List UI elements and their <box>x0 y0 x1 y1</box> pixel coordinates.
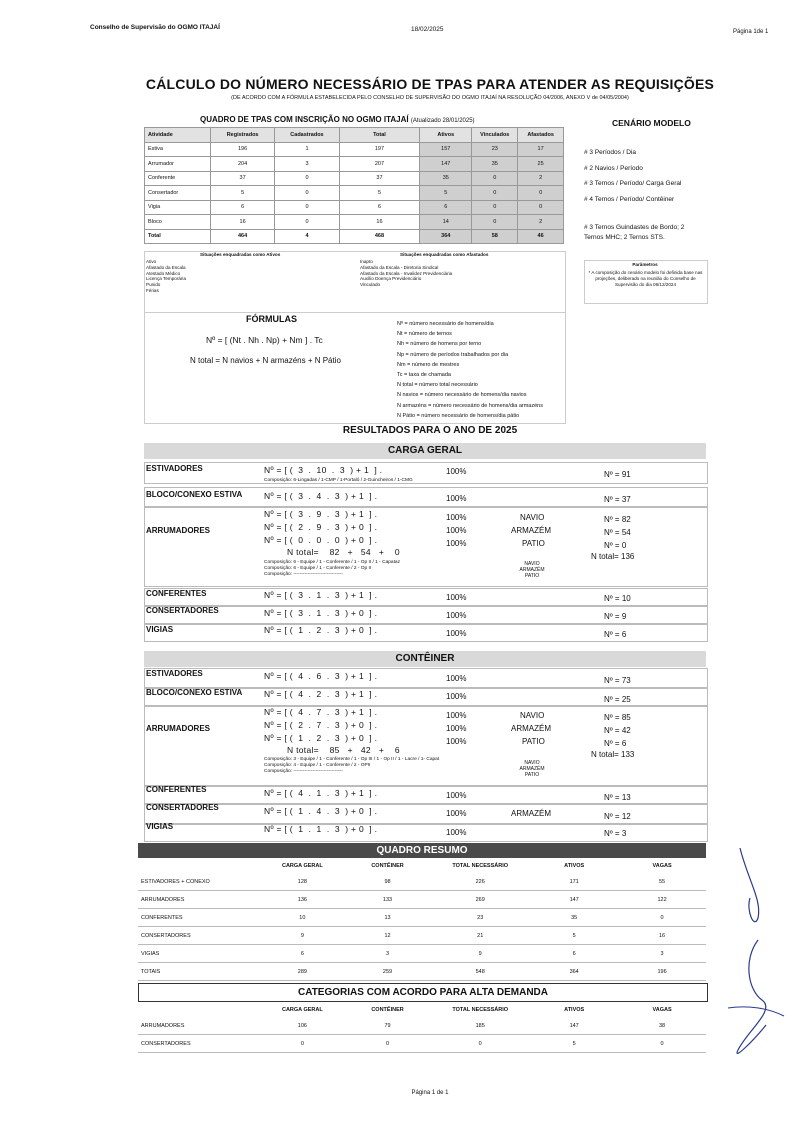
quadro-cell: 0 <box>472 171 518 186</box>
table-row <box>138 873 706 891</box>
quadro-cell: 35 <box>420 171 472 186</box>
table-cell: 147 <box>530 1017 618 1035</box>
table-cell: 128 <box>260 873 345 891</box>
quadro-cell: 0 <box>275 171 339 186</box>
quadro-cell: 6 <box>210 200 274 215</box>
table-cell: 98 <box>345 873 430 891</box>
list-item: Inapto <box>360 259 373 264</box>
table-row <box>138 1017 706 1035</box>
quadro-cell: 0 <box>275 200 339 215</box>
table-cell: VIGIAS <box>138 945 260 963</box>
list-item: Atestado Médico <box>146 270 181 276</box>
table-cell: 5 <box>530 1035 618 1053</box>
ct-arrumadores-result-1: Nº = 85 <box>604 713 631 722</box>
quadro-row <box>145 186 564 201</box>
table-row <box>138 1035 706 1053</box>
table-cell: 171 <box>530 873 618 891</box>
cg-consertadores-formula: Nº = [ ( 3 . 1 . 3 ) + 0 ] . <box>264 608 378 618</box>
ct-consertadores-formula: Nº = [ ( 1 . 4 . 3 ) + 0 ] . <box>264 806 378 816</box>
col-header: Afastados <box>518 128 564 143</box>
table-row <box>138 891 706 909</box>
ct-arrumadores-result-3: Nº = 6 <box>604 739 627 748</box>
table-cell: 0 <box>260 1035 345 1053</box>
col-header: CARGA GERAL <box>281 1006 323 1013</box>
quadro-cell: 0 <box>472 186 518 201</box>
afastados-title: Situações enquadradas como Afastados <box>400 252 489 257</box>
col-header <box>138 1002 260 1017</box>
quadro-header-row <box>145 128 564 143</box>
formula-legend <box>397 319 543 421</box>
table-cell: CONSERTADORES <box>138 927 260 945</box>
quadro-row <box>145 229 564 244</box>
table-row <box>138 927 706 945</box>
ct-consertadores-result: Nº = 12 <box>604 812 631 821</box>
results-title: RESULTADOS PARA O ANO DE 2025 <box>342 425 518 436</box>
ct-arrumadores-loc-2: ARMAZÉM <box>511 724 551 733</box>
ativos-list <box>146 259 186 294</box>
quadro-cell: 5 <box>420 186 472 201</box>
quadro-cell: 364 <box>420 229 472 244</box>
situacoes-box <box>144 251 566 313</box>
table-cell: 185 <box>430 1017 530 1035</box>
table-cell: CONSERTADORES <box>138 1035 260 1053</box>
quadro-cell: 46 <box>518 229 564 244</box>
table-cell: 364 <box>530 963 618 981</box>
cg-estivadores-comp: Composição: 6-Lingadas / 1-CMP / 1-Portaló / 2-Guincheiros / 1-CMG <box>264 478 413 483</box>
cg-estivadores-pct: 100% <box>446 467 467 476</box>
ct-bloco-result: Nº = 25 <box>604 695 631 704</box>
quadro-cell: 0 <box>518 186 564 201</box>
list-item: Nº = número necessário de homens/dia <box>397 321 494 327</box>
list-item: N Pátio = número necessário de homens/dia pátio <box>397 412 520 419</box>
col-header: CONTÊINER <box>371 862 404 869</box>
mini-label: PATIO <box>524 573 540 579</box>
ct-arrumadores-pct-3: 100% <box>446 737 467 746</box>
cenario-list <box>584 145 681 207</box>
col-header: ATIVOS <box>564 1006 585 1013</box>
quadro-cell: 17 <box>518 142 564 157</box>
ct-conferentes-result: Nº = 13 <box>604 793 631 802</box>
table-cell: 55 <box>618 873 706 891</box>
ct-arrumadores-pct-1: 100% <box>446 711 467 720</box>
table-cell: 122 <box>618 891 706 909</box>
col-header: Cadastrados <box>275 128 339 143</box>
list-item: # 3 Ternos / Período/ Carga Geral <box>584 180 682 187</box>
ct-vigias-pct: 100% <box>446 828 467 837</box>
alta-table <box>138 1002 706 1053</box>
cg-estivadores-formula: Nº = [ ( 3 . 10 . 3 ) + 1 ] . <box>264 465 383 475</box>
ct-conferentes-label: CONFERENTES <box>146 785 207 794</box>
col-header: VAGAS <box>652 1006 672 1013</box>
quadro-cell: 25 <box>518 157 564 172</box>
cg-arrumadores-mini <box>512 561 552 579</box>
quadro-cell: 468 <box>339 229 420 244</box>
ct-consertadores-label: CONSERTADORES <box>146 803 219 812</box>
alta-title: CATEGORIAS COM ACORDO PARA ALTA DEMANDA <box>138 983 708 1002</box>
cg-bloco-label: BLOCO/CONEXO ESTIVA <box>146 490 243 499</box>
list-item: N armazéns = número necessário de homens/dia armazéns <box>397 402 543 409</box>
ct-arrumadores-mini <box>512 760 552 778</box>
cg-arrumadores-pct-1: 100% <box>446 513 467 522</box>
list-item: Nh = número de homens por terno <box>397 341 482 348</box>
quadro-cell: Bloco <box>145 215 211 230</box>
table-cell: 3 <box>618 945 706 963</box>
col-header <box>138 858 260 873</box>
formulas-title: FÓRMULAS <box>246 314 297 324</box>
quadro-cell: 16 <box>339 215 420 230</box>
col-header: ATIVOS <box>564 862 585 869</box>
cg-arrumadores-result-1: Nº = 82 <box>604 515 631 524</box>
table-cell: CONFERENTES <box>138 909 260 927</box>
ct-arrumadores-formula-1: Nº = [ ( 4 . 7 . 3 ) + 1 ] . <box>264 707 378 717</box>
col-header: Vinculados <box>472 128 518 143</box>
quadro-cell: 2 <box>518 215 564 230</box>
ct-vigias-result: Nº = 3 <box>604 829 627 838</box>
quadro-row <box>145 200 564 215</box>
ct-conferentes-pct: 100% <box>446 791 467 800</box>
list-item: Afastado da Escala - Diretoria Sindical <box>360 264 439 270</box>
table-cell: 9 <box>260 927 345 945</box>
list-item: Nm = número de mestres <box>397 361 460 368</box>
ct-estivadores-label: ESTIVADORES <box>146 669 203 678</box>
table-cell: 6 <box>530 945 618 963</box>
quadro-cell: 23 <box>472 142 518 157</box>
quadro-cell: 0 <box>472 215 518 230</box>
ct-vigias-label: VIGIAS <box>146 822 174 831</box>
quadro-row <box>145 142 564 157</box>
list-item: Afastado da Escala <box>146 264 186 270</box>
cg-consertadores-result: Nº = 9 <box>604 612 627 621</box>
cg-estivadores-label: ESTIVADORES <box>146 464 203 473</box>
quadro-cell: 464 <box>210 229 274 244</box>
mini-label: ARMAZÉM <box>519 766 545 772</box>
quadro-title: QUADRO DE TPAS COM INSCRIÇÃO NO OGMO ITAJAÍ (Atualizado 28/01/2025) <box>200 115 475 124</box>
quadro-cell: 2 <box>518 171 564 186</box>
quadro-cell: 14 <box>420 215 472 230</box>
cg-arrumadores-result-2: Nº = 54 <box>604 528 631 537</box>
cg-bloco-result: Nº = 37 <box>604 495 631 504</box>
cg-arrumadores-comp-2: Composição: 6 - Equipe / 1 - Conferente / 2 - Op II <box>264 566 372 571</box>
ct-arrumadores-comp-1: Composição: 3 - Equipe / 1 - Conferente / 1 - Op III / 1 - Op II / 1 - Lacre / 1- Capat <box>264 757 440 762</box>
cg-vigias-label: VIGIAS <box>146 625 174 634</box>
table-cell: 133 <box>345 891 430 909</box>
table-cell: 0 <box>618 909 706 927</box>
ct-bloco-pct: 100% <box>446 692 467 701</box>
quadro-cell: Consertador <box>145 186 211 201</box>
list-item: Ativo <box>146 259 157 264</box>
ativos-title: Situações enquadradas como Ativos <box>200 252 281 257</box>
parametros-title: Parâmetros <box>632 262 658 267</box>
ct-arrumadores-total-result: N total= 133 <box>591 750 635 759</box>
table-cell: 0 <box>618 1035 706 1053</box>
resumo-title: QUADRO RESUMO <box>138 843 706 858</box>
ct-estivadores-result: Nº = 73 <box>604 676 631 685</box>
ct-estivadores-pct: 100% <box>446 674 467 683</box>
list-item: Punido <box>146 282 161 288</box>
cg-arrumadores-label: ARRUMADORES <box>146 526 210 535</box>
table-cell: 136 <box>260 891 345 909</box>
formula-main: Nº = [ (Nt . Nh . Np) + Nm ] . Tc <box>206 335 323 345</box>
quadro-cell: Total <box>145 229 211 244</box>
cg-vigias-result: Nº = 6 <box>604 630 627 639</box>
quadro-cell: 1 <box>275 142 339 157</box>
list-item: N total = número total necessário <box>397 382 478 389</box>
table-cell: 3 <box>345 945 430 963</box>
quadro-cell: 5 <box>339 186 420 201</box>
quadro-row <box>145 215 564 230</box>
quadro-row <box>145 157 564 172</box>
quadro-cell: 37 <box>210 171 274 186</box>
list-item: Vinculado <box>360 282 381 288</box>
list-item: Nt = número de ternos <box>397 331 452 338</box>
list-item: Férias <box>146 287 159 293</box>
table-cell: 10 <box>260 909 345 927</box>
ct-conferentes-formula: Nº = [ ( 4 . 1 . 3 ) + 1 ] . <box>264 788 378 798</box>
quadro-cell: 147 <box>420 157 472 172</box>
quadro-cell: 35 <box>472 157 518 172</box>
cg-arrumadores-total-result: N total= 136 <box>591 552 635 561</box>
page-subtitle: (DE ACORDO COM A FÓRMULA ESTABELECIDA PELO CONSELHO DE SUPERVISÃO DO OGMO ITAJAÍ NA RESOLUÇÃO 04/2006, ANEXO V de 04/05/2004) <box>231 95 629 101</box>
col-header: CARGA GERAL <box>281 862 323 869</box>
table-cell: 196 <box>618 963 706 981</box>
list-item: Licença Temporária <box>146 276 187 282</box>
mini-label: PATIO <box>524 772 540 778</box>
quadro-cell: 5 <box>210 186 274 201</box>
list-item: N navios = número necessário de homens/dia navios <box>397 392 527 399</box>
cg-arrumadores-total-expr: N total= 82 + 54 + 0 <box>287 547 400 557</box>
cg-vigias-pct: 100% <box>446 629 467 638</box>
mini-label: ARMAZÉM <box>519 567 545 573</box>
ct-arrumadores-comp-2: Composição: 4 - Equipe / 1 - Conferente / 2 - OPII <box>264 763 371 768</box>
cg-arrumadores-pct-3: 100% <box>446 539 467 548</box>
afastados-list <box>360 259 452 288</box>
cg-arrumadores-comp-3: Composição: ------------------------------- <box>264 572 343 577</box>
table-cell: 106 <box>260 1017 345 1035</box>
quadro-cell: 0 <box>518 200 564 215</box>
cg-bloco-formula: Nº = [ ( 3 . 4 . 3 ) + 1 ] . <box>264 491 378 501</box>
table-cell: TOTAIS <box>138 963 260 981</box>
quadro-cell: 16 <box>210 215 274 230</box>
cg-arrumadores-loc-1: NAVIO <box>520 513 545 522</box>
cg-arrumadores-comp-1: Composição: 6 - Equipe / 1 - Conferente / 1 - Op II / 1 - Capataz <box>264 560 400 565</box>
table-cell: ARRUMADORES <box>138 1017 260 1035</box>
table-cell: 226 <box>430 873 530 891</box>
cg-arrumadores-loc-2: ARMAZÉM <box>511 526 551 535</box>
quadro-cell: 157 <box>420 142 472 157</box>
quadro-cell: 196 <box>210 142 274 157</box>
cg-bloco-pct: 100% <box>446 494 467 503</box>
ct-bloco-formula: Nº = [ ( 4 . 2 . 3 ) + 1 ] . <box>264 689 378 699</box>
cg-consertadores-label: CONSERTADORES <box>146 606 219 615</box>
table-cell: 9 <box>430 945 530 963</box>
table-cell: 147 <box>530 891 618 909</box>
ct-bloco-label: BLOCO/CONEXO ESTIVA <box>146 688 243 697</box>
col-header: TOTAL NECESSÁRIO <box>452 1006 509 1013</box>
cg-section-bar: CARGA GERAL <box>144 443 706 459</box>
table-cell: ESTIVADORES + CONEXO <box>138 873 260 891</box>
quadro-cell: 37 <box>339 171 420 186</box>
cg-estivadores-result: Nº = 91 <box>604 470 631 479</box>
ct-arrumadores-formula-2: Nº = [ ( 2 . 7 . 3 ) + 0 ] . <box>264 720 378 730</box>
cg-conferentes-pct: 100% <box>446 593 467 602</box>
ct-arrumadores-loc-1: NAVIO <box>520 711 545 720</box>
list-item: Auxílio Doença Previdenciário <box>360 276 422 282</box>
list-item: # 4 Ternos / Período/ Contêiner <box>584 195 675 203</box>
quadro-cell: Conferente <box>145 171 211 186</box>
resumo-header-row <box>138 858 706 873</box>
table-cell: 35 <box>530 909 618 927</box>
quadro-table <box>144 127 564 244</box>
quadro-cell: 0 <box>275 186 339 201</box>
table-cell: 13 <box>345 909 430 927</box>
quadro-cell: 58 <box>472 229 518 244</box>
cg-arrumadores-formula-3: Nº = [ ( 0 . 0 . 0 ) + 0 ] . <box>264 535 378 545</box>
cg-arrumadores-result-3: Nº = 0 <box>604 541 627 550</box>
page-title: CÁLCULO DO NÚMERO NECESSÁRIO DE TPAS PARA ATENDER AS REQUISIÇÕES <box>145 76 715 92</box>
cg-arrumadores-loc-3: PATIO <box>522 539 545 548</box>
table-cell: 0 <box>345 1035 430 1053</box>
cg-conferentes-formula: Nº = [ ( 3 . 1 . 3 ) + 1 ] . <box>264 590 378 600</box>
parametros-text: * A composição do cenário modelo foi definida base nas projeções, deliberado na reunião do Conselho de Supervisão do dia 06/12/2024 <box>588 270 703 287</box>
table-row <box>138 945 706 963</box>
col-header: Total <box>339 128 420 143</box>
table-cell: 6 <box>260 945 345 963</box>
ct-vigias-formula: Nº = [ ( 1 . 1 . 3 ) + 0 ] . <box>264 824 378 834</box>
header-page: Página 1de 1 <box>733 29 769 35</box>
ct-section-bar: CONTÊINER <box>144 651 706 667</box>
table-cell: 21 <box>430 927 530 945</box>
ct-estivadores-formula: Nº = [ ( 4 . 6 . 3 ) + 1 ] . <box>264 671 378 681</box>
col-header: CONTÊINER <box>371 1006 404 1013</box>
quadro-cell: 6 <box>339 200 420 215</box>
ct-consertadores-pct: 100% <box>446 809 467 818</box>
table-cell: 548 <box>430 963 530 981</box>
col-header: Registrados <box>210 128 274 143</box>
cg-conferentes-label: CONFERENTES <box>146 589 207 598</box>
quadro-cell: Arrumador <box>145 157 211 172</box>
alta-header-row <box>138 1002 706 1017</box>
table-row <box>138 963 706 981</box>
table-cell: 38 <box>618 1017 706 1035</box>
list-item: Tc = taxa de chamada <box>397 372 451 379</box>
table-cell: ARRUMADORES <box>138 891 260 909</box>
table-cell: 12 <box>345 927 430 945</box>
table-cell: 259 <box>345 963 430 981</box>
table-cell: 289 <box>260 963 345 981</box>
ct-arrumadores-loc-3: PATIO <box>522 737 545 746</box>
quadro-cell: 3 <box>275 157 339 172</box>
quadro-cell: 204 <box>210 157 274 172</box>
mini-label: NAVIO <box>524 561 540 567</box>
list-item: # 3 Períodos / Dia <box>584 149 637 156</box>
quadro-cell: 197 <box>339 142 420 157</box>
mini-label: NAVIO <box>524 760 540 766</box>
ct-consertadores-loc: ARMAZÉM <box>511 809 551 818</box>
quadro-row <box>145 171 564 186</box>
cg-vigias-formula: Nº = [ ( 1 . 2 . 3 ) + 0 ] . <box>264 625 378 635</box>
ct-arrumadores-result-2: Nº = 42 <box>604 726 631 735</box>
cg-consertadores-pct: 100% <box>446 611 467 620</box>
cg-conferentes-result: Nº = 10 <box>604 594 631 603</box>
ct-arrumadores-comp-3: Composição: ------------------------------- <box>264 769 343 774</box>
formula-total: N total = N navios + N armazéns + N Pátio <box>190 356 341 365</box>
ct-arrumadores-pct-2: 100% <box>446 724 467 733</box>
quadro-cell: Vigia <box>145 200 211 215</box>
table-cell: 0 <box>430 1035 530 1053</box>
table-cell: 16 <box>618 927 706 945</box>
list-item: Afastado da Escala - Invalidez Previdenciária <box>360 270 453 276</box>
quadro-cell: 0 <box>472 200 518 215</box>
table-row <box>138 909 706 927</box>
table-cell: 79 <box>345 1017 430 1035</box>
quadro-cell: 207 <box>339 157 420 172</box>
resumo-table <box>138 858 706 981</box>
cg-arrumadores-formula-1: Nº = [ ( 3 . 9 . 3 ) + 1 ] . <box>264 509 378 519</box>
quadro-cell: 4 <box>275 229 339 244</box>
ct-arrumadores-formula-3: Nº = [ ( 1 . 2 . 3 ) + 0 ] . <box>264 733 378 743</box>
quadro-cell: 6 <box>420 200 472 215</box>
col-header: TOTAL NECESSÁRIO <box>452 862 509 869</box>
col-header: Ativos <box>420 128 472 143</box>
footer-page: Página 1 de 1 <box>411 1090 449 1096</box>
table-cell: 23 <box>430 909 530 927</box>
cg-arrumadores-formula-2: Nº = [ ( 2 . 9 . 3 ) + 0 ] . <box>264 522 378 532</box>
ct-arrumadores-total-expr: N total= 85 + 42 + 6 <box>287 745 400 755</box>
header-org: Conselho de Supervisão do OGMO ITAJAÍ <box>90 24 220 31</box>
quadro-cell: Estiva <box>145 142 211 157</box>
signature-icon <box>718 840 788 1070</box>
cenario-title: CENÁRIO MODELO <box>612 118 691 128</box>
col-header: Atividade <box>145 128 211 143</box>
quadro-cell: 0 <box>275 215 339 230</box>
table-cell: 269 <box>430 891 530 909</box>
cg-arrumadores-pct-2: 100% <box>446 526 467 535</box>
list-item: # 2 Navios / Período <box>584 164 643 172</box>
list-item: Np = número de períodos trabalhados por dia <box>397 351 509 358</box>
table-cell: 5 <box>530 927 618 945</box>
col-header: VAGAS <box>652 862 672 869</box>
header-date: 18/02/2025 <box>411 26 444 33</box>
ct-arrumadores-label: ARRUMADORES <box>146 724 210 733</box>
cenario-extra: # 3 Ternos Guindastes de Bordo; 2 Ternos MHC; 2 Ternos STS. <box>584 224 685 241</box>
